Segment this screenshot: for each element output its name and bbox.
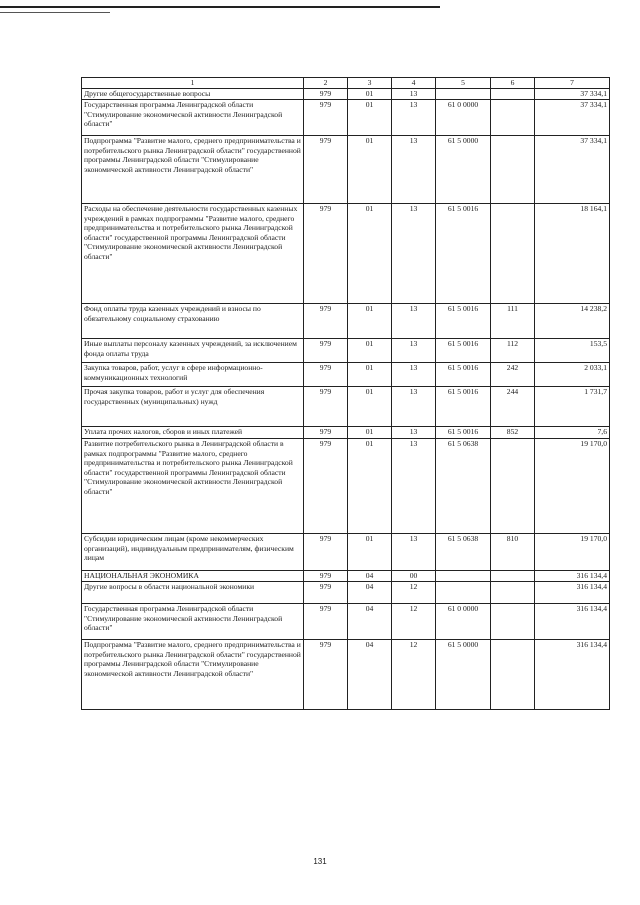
row-name: Иные выплаты персоналу казенных учреждений, за исключением фонда оплаты труда (82, 339, 304, 363)
cell-code: 979 (304, 427, 348, 439)
cell-target: 61 5 0016 (436, 363, 491, 387)
row-name: Другие общегосударственные вопросы (82, 89, 304, 100)
cell-subsection: 12 (392, 640, 436, 710)
cell-expense-type (491, 439, 535, 534)
cell-target: 61 5 0016 (436, 339, 491, 363)
table-row (82, 640, 610, 710)
cell-section: 01 (348, 439, 392, 534)
cell-code: 979 (304, 439, 348, 534)
table-header-row (82, 78, 610, 89)
cell-expense-type: 112 (491, 339, 535, 363)
cell-expense-type (491, 640, 535, 710)
cell-expense-type (491, 604, 535, 640)
row-name: НАЦИОНАЛЬНАЯ ЭКОНОМИКА (82, 571, 304, 582)
cell-amount: 316 134,4 (535, 571, 610, 582)
cell-subsection: 12 (392, 582, 436, 604)
cell-subsection: 12 (392, 604, 436, 640)
cell-expense-type (491, 582, 535, 604)
cell-section: 01 (348, 100, 392, 136)
cell-amount: 19 170,0 (535, 439, 610, 534)
cell-target: 61 5 0016 (436, 387, 491, 427)
cell-expense-type: 852 (491, 427, 535, 439)
cell-amount: 37 334,1 (535, 100, 610, 136)
cell-expense-type: 244 (491, 387, 535, 427)
cell-subsection: 13 (392, 427, 436, 439)
cell-expense-type: 242 (491, 363, 535, 387)
cell-code: 979 (304, 89, 348, 100)
cell-subsection: 13 (392, 439, 436, 534)
cell-section: 01 (348, 387, 392, 427)
cell-amount: 19 170,0 (535, 534, 610, 571)
cell-target: 61 5 0016 (436, 427, 491, 439)
cell-code: 979 (304, 387, 348, 427)
cell-section: 01 (348, 363, 392, 387)
column-header: 5 (436, 78, 491, 89)
cell-subsection: 13 (392, 204, 436, 304)
row-name: Фонд оплаты труда казенных учреждений и взносы по обязательному социальному страхованию (82, 304, 304, 339)
cell-target: 61 5 0016 (436, 304, 491, 339)
row-name: Закупка товаров, работ, услуг в сфере информационно-коммуникационных технологий (82, 363, 304, 387)
cell-amount: 37 334,1 (535, 136, 610, 204)
cell-expense-type (491, 571, 535, 582)
row-name: Государственная программа Ленинградской области "Стимулирование экономической активности Ленинградской области" (82, 100, 304, 136)
cell-subsection: 13 (392, 100, 436, 136)
cell-target: 61 5 0016 (436, 204, 491, 304)
cell-code: 979 (304, 204, 348, 304)
cell-code: 979 (304, 604, 348, 640)
cell-expense-type (491, 204, 535, 304)
cell-amount: 316 134,4 (535, 640, 610, 710)
cell-target: 61 0 0000 (436, 100, 491, 136)
row-name: Развитие потребительского рынка в Ленинградской области в рамках подпрограммы "Развитие малого, среднего предпринимательства и потребительского рынка Ленинградской области" государственной программы Ленинградской области "Стимулирование экономической активности Ленинградской области" (82, 439, 304, 534)
cell-subsection: 13 (392, 363, 436, 387)
cell-amount: 1 731,7 (535, 387, 610, 427)
cell-expense-type: 810 (491, 534, 535, 571)
table-row (82, 439, 610, 534)
cell-expense-type (491, 100, 535, 136)
table-row (82, 89, 610, 100)
cell-code: 979 (304, 534, 348, 571)
cell-target: 61 5 0000 (436, 136, 491, 204)
row-name: Прочая закупка товаров, работ и услуг для обеспечения государственных (муниципальных) нужд (82, 387, 304, 427)
row-name: Расходы на обеспечение деятельности государственных казенных учреждений в рамках подпрограммы "Развитие малого, среднего предпринимательства и потребительского рынка Ленинградской области" государственной программы Ленинградской области "Стимулирование экономической активности Ленинградской области" (82, 204, 304, 304)
cell-target (436, 582, 491, 604)
table-row (82, 534, 610, 571)
cell-section: 04 (348, 640, 392, 710)
cell-subsection: 13 (392, 339, 436, 363)
table-row (82, 571, 610, 582)
cell-section: 01 (348, 339, 392, 363)
cell-expense-type (491, 136, 535, 204)
cell-amount: 316 134,4 (535, 604, 610, 640)
column-header: 2 (304, 78, 348, 89)
cell-code: 979 (304, 136, 348, 204)
table-row (82, 387, 610, 427)
table-row (82, 204, 610, 304)
table-row (82, 427, 610, 439)
table-row (82, 363, 610, 387)
cell-target (436, 571, 491, 582)
cell-section: 01 (348, 427, 392, 439)
budget-table (81, 77, 610, 710)
table-row (82, 136, 610, 204)
cell-amount: 18 164,1 (535, 204, 610, 304)
cell-section: 04 (348, 571, 392, 582)
row-name: Подпрограмма "Развитие малого, среднего предпринимательства и потребительского рынка Ленинградской области" государственной программы Ленинградской области "Стимулирование экономической активности Ленинградской области" (82, 136, 304, 204)
cell-section: 01 (348, 304, 392, 339)
cell-subsection: 13 (392, 387, 436, 427)
cell-subsection: 13 (392, 89, 436, 100)
column-header: 6 (491, 78, 535, 89)
table-row (82, 582, 610, 604)
cell-amount: 37 334,1 (535, 89, 610, 100)
row-name: Другие вопросы в области национальной экономики (82, 582, 304, 604)
cell-amount: 2 033,1 (535, 363, 610, 387)
cell-expense-type (491, 89, 535, 100)
header-rule (0, 6, 440, 8)
header-rule-short (0, 12, 110, 13)
column-header: 4 (392, 78, 436, 89)
row-name: Государственная программа Ленинградской области "Стимулирование экономической активности Ленинградской области" (82, 604, 304, 640)
cell-target (436, 89, 491, 100)
table-row (82, 100, 610, 136)
cell-target: 61 0 0000 (436, 604, 491, 640)
column-header: 1 (82, 78, 304, 89)
cell-amount: 7,6 (535, 427, 610, 439)
cell-target: 61 5 0000 (436, 640, 491, 710)
cell-section: 01 (348, 534, 392, 571)
cell-section: 04 (348, 582, 392, 604)
cell-amount: 316 134,4 (535, 582, 610, 604)
page-number: 131 (313, 857, 327, 866)
table-row (82, 604, 610, 640)
row-name: Уплата прочих налогов, сборов и иных платежей (82, 427, 304, 439)
row-name: Субсидии юридическим лицам (кроме некоммерческих организаций), индивидуальным предпринимателям, физическим лицам (82, 534, 304, 571)
cell-code: 979 (304, 571, 348, 582)
cell-code: 979 (304, 100, 348, 136)
cell-amount: 153,5 (535, 339, 610, 363)
cell-code: 979 (304, 640, 348, 710)
cell-section: 01 (348, 204, 392, 304)
cell-code: 979 (304, 582, 348, 604)
cell-amount: 14 238,2 (535, 304, 610, 339)
cell-subsection: 13 (392, 534, 436, 571)
cell-expense-type: 111 (491, 304, 535, 339)
cell-section: 01 (348, 136, 392, 204)
cell-code: 979 (304, 304, 348, 339)
column-header: 7 (535, 78, 610, 89)
row-name: Подпрограмма "Развитие малого, среднего предпринимательства и потребительского рынка Ленинградской области" государственной программы Ленинградской области "Стимулирование экономической активности Ленинградской области" (82, 640, 304, 710)
cell-subsection: 00 (392, 571, 436, 582)
cell-code: 979 (304, 363, 348, 387)
column-header: 3 (348, 78, 392, 89)
table-row (82, 339, 610, 363)
table-row (82, 304, 610, 339)
cell-section: 01 (348, 89, 392, 100)
cell-target: 61 5 0638 (436, 439, 491, 534)
cell-subsection: 13 (392, 136, 436, 204)
cell-target: 61 5 0638 (436, 534, 491, 571)
cell-code: 979 (304, 339, 348, 363)
cell-section: 04 (348, 604, 392, 640)
cell-subsection: 13 (392, 304, 436, 339)
